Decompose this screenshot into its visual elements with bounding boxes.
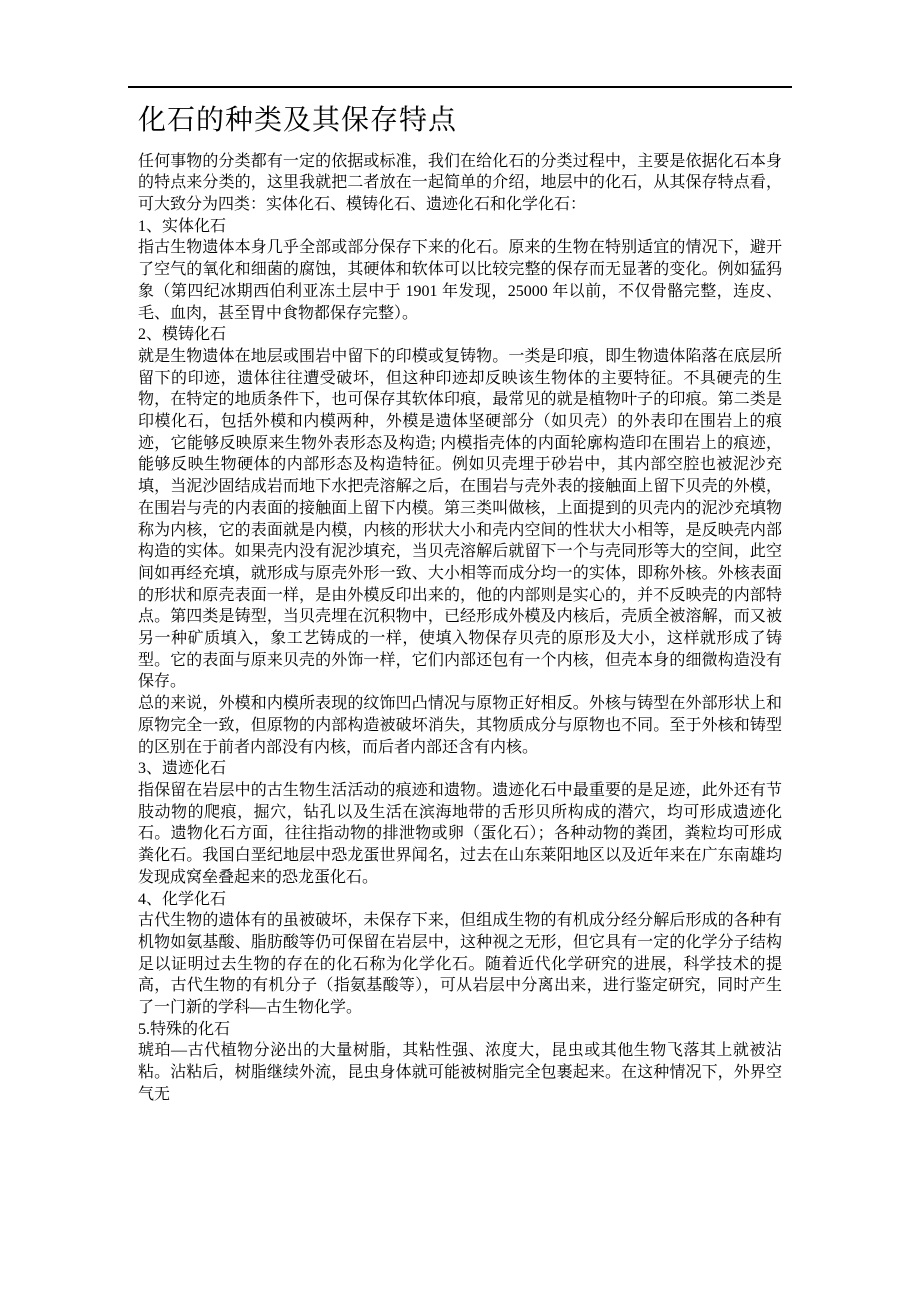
section-2-body: 就是生物遗体在地层或围岩中留下的印模或复铸物。一类是印痕，即生物遗体陷落在底层所留下的印迹，遗体往往遭受破坏，但这种印迹却反映该生物体的主要特征。不具硬壳的生物，在特定的地质条件下，也可保存其软体印痕，最常见的就是植物叶子的印痕。第二类是印模化石，包括外模和内模两种，外模是遗体坚硬部分（如贝壳）的外表印在围岩上的痕迹，它能够反映原来生物外表形态及构造; 内模指壳体的内面轮廓构造印在围岩上的痕迹，能够反映生物硬体的内部形态及构造特征。例如贝壳埋于砂岩中，其内部空腔也被泥沙充填，当泥沙固结成岩而地下水把壳溶解之后，在围岩与壳外表的接触面上留下贝壳的外模，在围岩与壳的内表面的接触面上留下内模。第三类叫做核，上面提到的贝壳内的泥沙充填物称为内核，它的表面就是内模，内核的形状大小和壳内空间的性状大小相等，是反映壳内部构造的实体。如果壳内没有泥沙填充，当贝壳溶解后就留下一个与壳同形等大的空间，此空间如再经充填，就形成与原壳外形一致、大小相等而成分均一的实体，即称外核。外核表面的形状和原壳表面一样，是由外模反印出来的，他的内部则是实心的，并不反映壳的内部特点。第四类是铸型，当贝壳埋在沉积物中，已经形成外模及内核后，壳质全被溶解，而又被另一种矿质填入，象工艺铸成的一样，使填入物保存贝壳的原形及大小，这样就形成了铸型。它的表面与原来贝壳的外饰一样，它们内部还包有一个内核，但壳本身的细微构造没有保存。 [138, 347, 782, 691]
section-3-heading: 3、遗迹化石 [138, 760, 227, 778]
section-2-heading: 2、模铸化石 [138, 326, 227, 344]
document-title: 化石的种类及其保存特点 [138, 105, 458, 136]
section-4-body: 古代生物的遗体有的虽被破坏，未保存下来，但组成生物的有机成分经分解后形成的各种有机物如氨基酸、脂肪酸等仍可保留在岩层中，这种视之无形，但它具有一定的化学分子结构足以证明过去生物的存在的化石称为化学化石。随着近代化学研究的进展，科学技术的提高，古代生物的有机分子（指氨基酸等），可从岩层中分离出来，进行鉴定研究，同时产生了一门新的学科—古生物化学。 [138, 912, 782, 1017]
section-4-heading: 4、化学化石 [138, 890, 227, 908]
section-5-heading: 5.特殊的化石 [138, 1020, 231, 1038]
section-1-body: 指古生物遗体本身几乎全部或部分保存下来的化石。原来的生物在特别适宜的情况下，避开了空气的氧化和细菌的腐蚀，其硬体和软体可以比较完整的保存而无显著的变化。例如猛犸象（第四纪冰期西伯利亚冻土层中于 1901 年发现，25000 年以前，不仅骨骼完整，连皮、毛、血肉，甚至胃中食物都保存完整）。 [138, 239, 782, 322]
intro-paragraph: 任何事物的分类都有一定的依据或标准，我们在给化石的分类过程中，主要是依据化石本身的特点来分类的，这里我就把二者放在一起简单的介绍，地层中的化石，从其保存特点看，可大致分为四类：实体化石、模铸化石、遗迹化石和化学化石： [138, 152, 782, 213]
section-2-summary-paragraph: 总的来说，外模和内模所表现的纹饰凹凸情况与原物正好相反。外核与铸型在外部形状上和原物完全一致，但原物的内部构造被破坏消失，其物质成分与原物也不同。至于外核和铸型的区别在于前者内部没有内核，而后者内部还含有内核。 [138, 695, 782, 756]
header-rule [128, 86, 792, 88]
section-1-heading: 1、实体化石 [138, 217, 227, 235]
section-3-body: 指保留在岩层中的古生物生活活动的痕迹和遗物。遗迹化石中最重要的是足迹，此外还有节肢动物的爬痕，掘穴，钻孔以及生活在滨海地带的舌形贝所构成的潜穴，均可形成遗迹化石。遗物化石方面，往往指动物的排泄物或卵（蛋化石）；各种动物的粪团，粪粒均可形成粪化石。我国白垩纪地层中恐龙蛋世界闻名，过去在山东莱阳地区以及近年来在广东南雄均发现成窝垒叠起来的恐龙蛋化石。 [138, 781, 782, 886]
section-5-body: 琥珀—古代植物分泌出的大量树脂，其粘性强、浓度大，昆虫或其他生物飞落其上就被沾粘。沾粘后，树脂继续外流，昆虫身体就可能被树脂完全包裹起来。在这种情况下，外界空气无 [138, 1042, 782, 1103]
